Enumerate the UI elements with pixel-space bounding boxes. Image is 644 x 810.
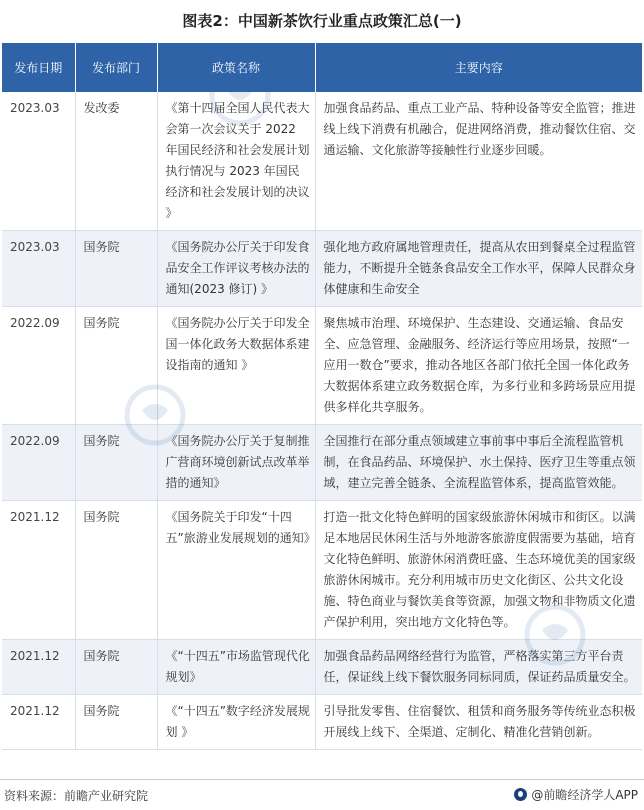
page-title: 图表2：中国新茶饮行业重点政策汇总(一)	[182, 12, 462, 30]
row-department: 国务院	[75, 695, 157, 750]
row-department: 发改委	[75, 92, 157, 231]
row-policy-name: 《国务院办公厅关于印发食品安全工作评议考核办法的通知(2023 修订) 》	[157, 231, 315, 307]
header-policy-name: 政策名称	[157, 43, 315, 92]
row-date: 2021.12	[2, 501, 75, 640]
table-row	[2, 425, 642, 501]
table-row	[2, 92, 642, 231]
row-date: 2021.12	[2, 640, 75, 695]
row-content: 聚焦城市治理、环境保护、生态建设、交通运输、食品安全、应急管理、金融服务、经济运行等应用场景，按照“一应用一数仓”要求，推动各地区各部门依托全国一体化政务大数据体系建立政务数据仓库，为多行业和多跨场景应用提供多样化共享服务。	[315, 307, 642, 425]
footer	[0, 779, 644, 810]
source-note: 资料来源：前瞻产业研究院	[4, 789, 149, 803]
table-row	[2, 307, 642, 425]
brand-label: @前瞻经济学人APP	[531, 788, 638, 802]
row-date: 2022.09	[2, 307, 75, 425]
row-policy-name: 《“十四五”数字经济发展规划 》	[157, 695, 315, 750]
row-department: 国务院	[75, 640, 157, 695]
header-department: 发布部门	[75, 43, 157, 92]
row-policy-name: 《国务院关于印发“十四五”旅游业发展规划的通知》	[157, 501, 315, 640]
table-header-row	[2, 43, 642, 92]
policy-table	[2, 43, 642, 750]
header-main-content: 主要内容	[315, 43, 642, 92]
header-date: 发布日期	[2, 43, 75, 92]
row-date: 2023.03	[2, 92, 75, 231]
policy-table-container	[2, 43, 642, 750]
row-content: 强化地方政府属地管理责任，提高从农田到餐桌全过程监管能力，不断提升全链条食品安全工作水平，保障人民群众身体健康和生命安全	[315, 231, 642, 307]
table-row	[2, 640, 642, 695]
qianzhan-logo-icon	[514, 788, 527, 801]
brand-credit	[514, 786, 638, 803]
row-department: 国务院	[75, 307, 157, 425]
row-department: 国务院	[75, 425, 157, 501]
row-policy-name: 《“十四五”市场监管现代化规划》	[157, 640, 315, 695]
row-date: 2022.09	[2, 425, 75, 501]
row-policy-name: 《国务院办公厅关于复制推广营商环境创新试点改革举措的通知》	[157, 425, 315, 501]
row-content: 全国推行在部分重点领域建立事前事中事后全流程监管机制，在食品药品、环境保护、水土保持、医疗卫生等重点领域，建立完善全链条、全流程监管体系，提高监管效能。	[315, 425, 642, 501]
table-row	[2, 501, 642, 640]
row-content: 打造一批文化特色鲜明的国家级旅游休闲城市和街区。以满足本地居民休闲生活与外地游客旅游度假需要为基础，培育文化特色鲜明、旅游休闲消费旺盛、生态环境优美的国家级旅游休闲城市。充分利用城市历史文化街区、公共文化设施、特色商业与餐饮美食等资源，加强文物和非物质文化遗产保护利用，突出地方文化特色等。	[315, 501, 642, 640]
row-content: 引导批发零售、住宿餐饮、租赁和商务服务等传统业态积极开展线上线下、全渠道、定制化、精准化营销创新。	[315, 695, 642, 750]
row-date: 2021.12	[2, 695, 75, 750]
row-date: 2023.03	[2, 231, 75, 307]
row-content: 加强食品药品、重点工业产品、特种设备等安全监管；推进线上线下消费有机融合，促进网络消费，推动餐饮住宿、交通运输、文化旅游等接触性行业逐步回暖。	[315, 92, 642, 231]
table-row	[2, 695, 642, 750]
table-row	[2, 231, 642, 307]
row-department: 国务院	[75, 231, 157, 307]
row-content: 加强食品药品网络经营行为监管，严格落实第三方平台责任，保证线上线下餐饮服务同标同质，保证药品质量安全。	[315, 640, 642, 695]
row-policy-name: 《第十四届全国人民代表大会第一次会议关于 2022 年国民经济和社会发展计划执行情况与 2023 年国民经济和社会发展计划的决议 》	[157, 92, 315, 231]
row-department: 国务院	[75, 501, 157, 640]
row-policy-name: 《国务院办公厅关于印发全国一体化政务大数据体系建设指南的通知 》	[157, 307, 315, 425]
